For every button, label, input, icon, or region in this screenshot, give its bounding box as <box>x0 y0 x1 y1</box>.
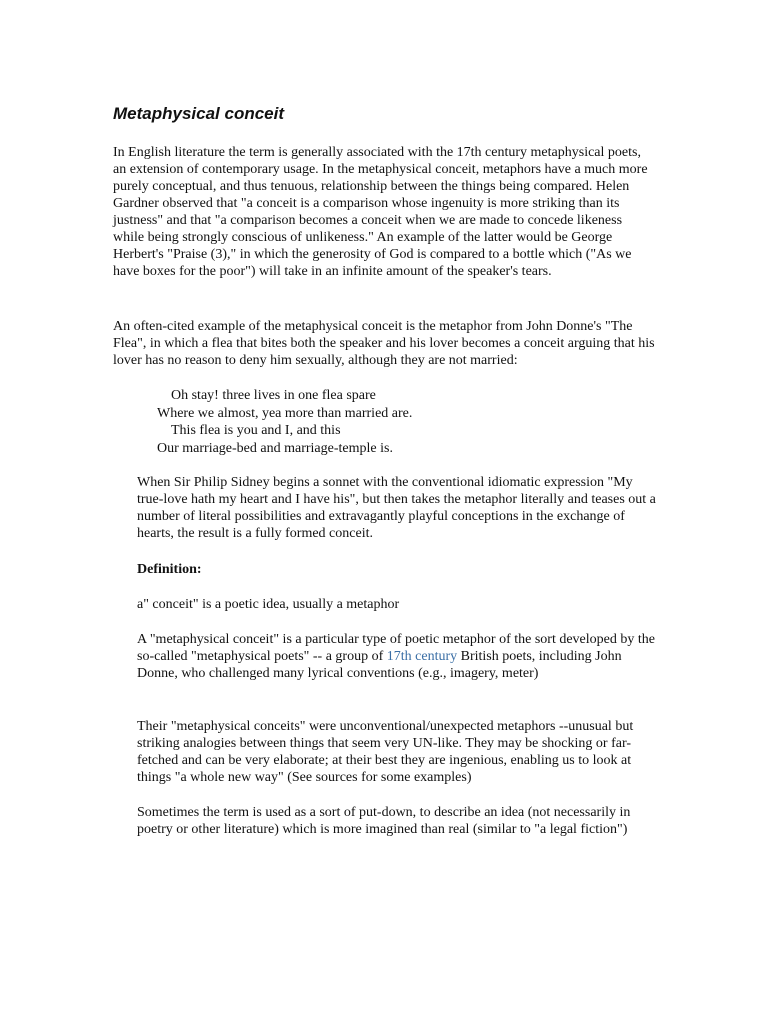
conceit-definition: a" conceit" is a poetic idea, usually a metaphor <box>137 597 400 612</box>
conceits-description-paragraph: Their "metaphysical conceits" were unconventional/unexpected metaphors --unusual but striking analogies between things that seem very UN-like. They may be shocking or far-fetched and can be very elaborate; at their best they are ingenious, enabling us to look at things "a whole new way" (See sources for some examples) <box>137 719 634 785</box>
page-title: Metaphysical conceit <box>113 104 285 123</box>
poem-quote <box>157 387 412 457</box>
sidney-paragraph: When Sir Philip Sidney begins a sonnet with the conventional idiomatic expression "My true-love hath my heart and I have his", but then takes the metaphor literally and teases out a number of literal possibilities and extravagantly playful conceptions in the exchange of hearts, the result is a fully formed conceit. <box>137 475 656 541</box>
poem-line: Oh stay! three lives in one flea spare <box>171 388 376 403</box>
17th-century-link[interactable]: 17th century <box>386 649 458 664</box>
poem-line: Our marriage-bed and marriage-temple is. <box>157 440 393 456</box>
poem-line: Where we almost, yea more than married are. <box>157 405 413 421</box>
donne-paragraph: An often-cited example of the metaphysical conceit is the metaphor from John Donne's "The Flea", in which a flea that bites both the speaker and his lover becomes a conceit arguing that his lover has no reason to deny him sexually, although they are not married: <box>113 319 655 368</box>
put-down-paragraph: Sometimes the term is used as a sort of put-down, to describe an idea (not necessarily in poetry or other literature) which is more imagined than real (similar to "a legal fiction") <box>137 805 631 837</box>
paragraph-text: British poets, including John Donne, who challenged many lyrical conventions (e.g., imagery, meter) <box>137 649 622 681</box>
intro-paragraph: In English literature the term is generally associated with the 17th century metaphysical poets, an extension of contemporary usage. In the metaphysical conceit, metaphors have a much more purely conceptual, and thus tenuous, relationship between the things being compared. Helen Gardner observed that "a conceit is a comparison whose ingenuity is more striking than its justness" and that "a comparison becomes a conceit when we are made to concede likeness while being strongly conscious of unlikeness." An example of the latter would be George Herbert's "Praise (3)," in which the generosity of God is compared to a bottle which ("As we have boxes for the poor") will take in an infinite amount of the speaker's tears. <box>113 145 648 279</box>
poem-line: This flea is you and I, and this <box>171 423 341 438</box>
definition-heading: Definition: <box>137 562 202 577</box>
metaphysical-conceit-paragraph <box>137 631 657 682</box>
paragraph-text: A "metaphysical conceit" is a particular type of poetic metaphor of the sort developed by the so-called "metaphysical poets" -- a group of <box>137 632 655 664</box>
